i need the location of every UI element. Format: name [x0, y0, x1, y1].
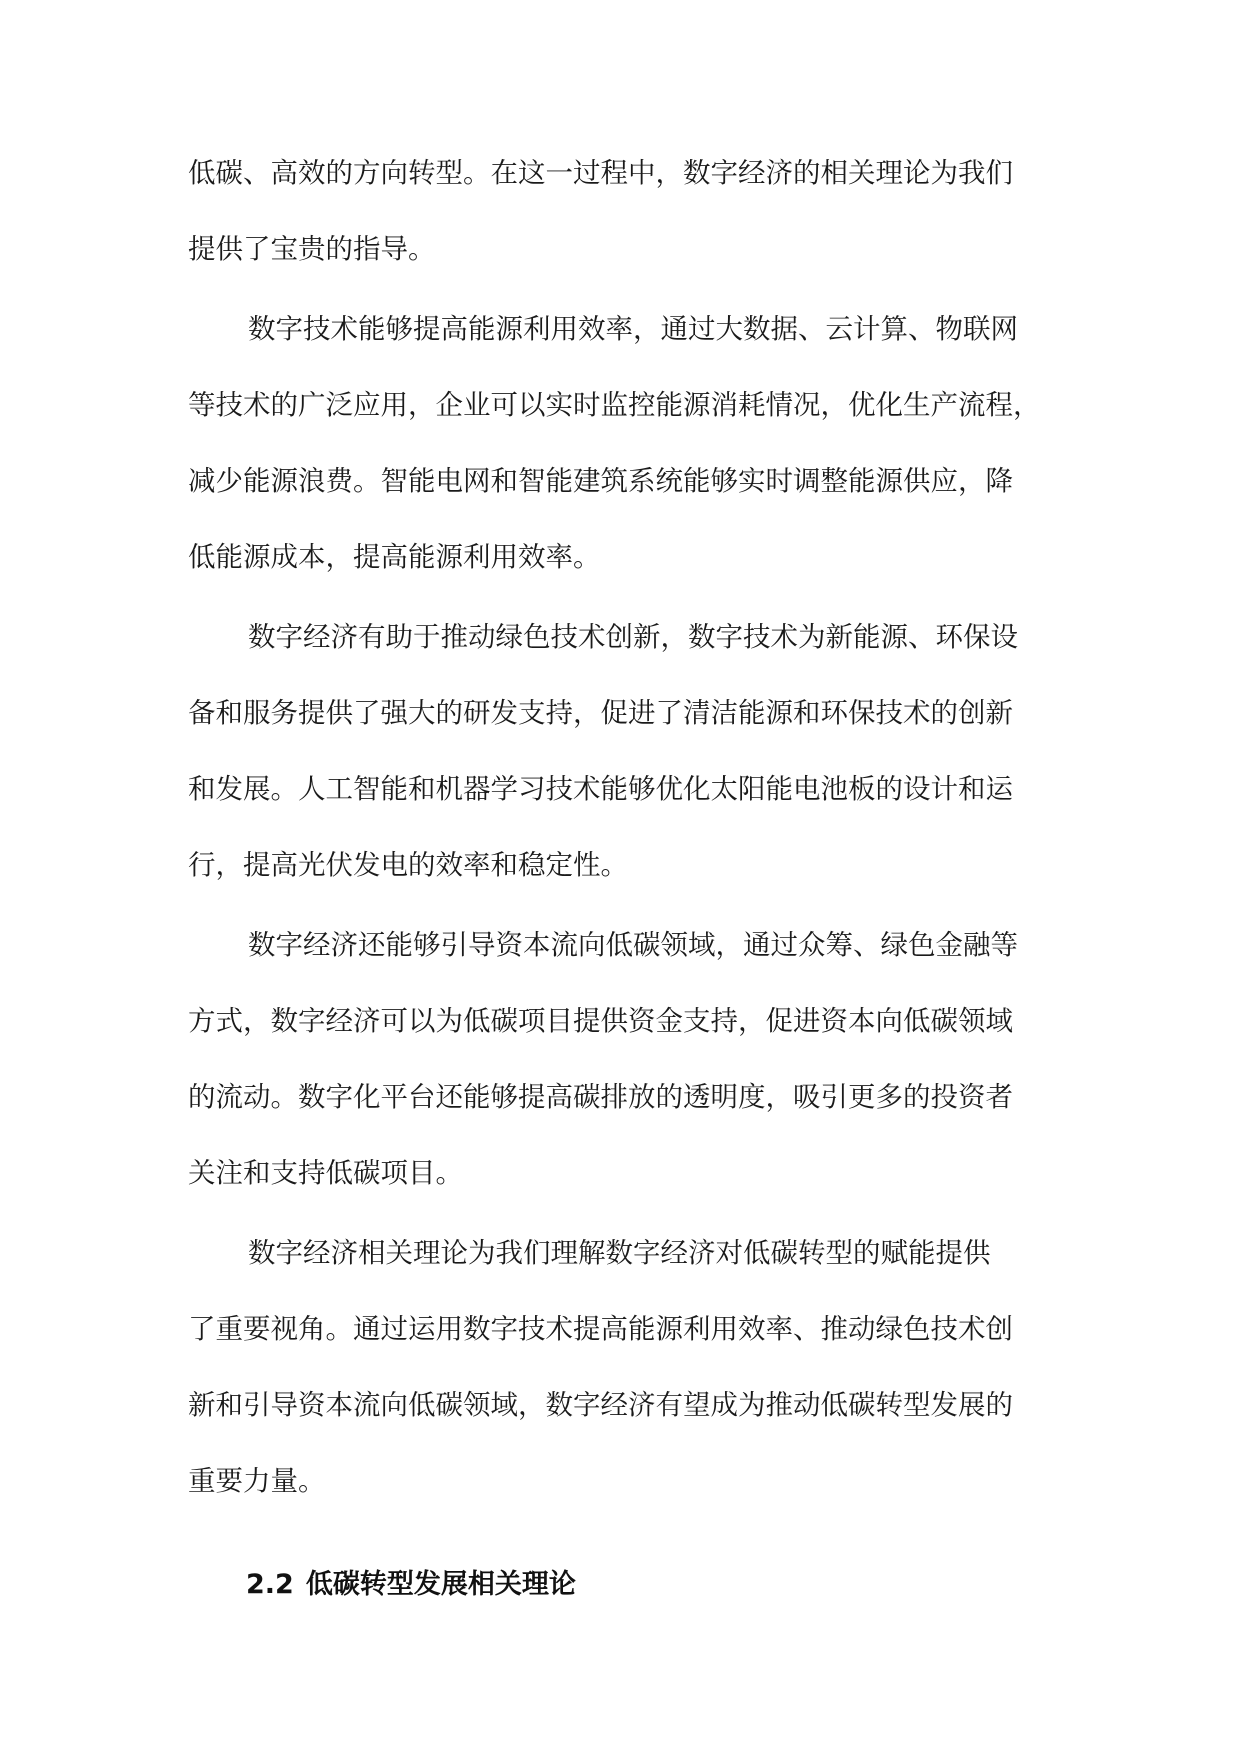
- text-line: 和发展。人工智能和机器学习技术能够优化太阳能电池板的设计和运: [188, 773, 1013, 805]
- body-text: [188, 140, 1068, 1528]
- text-line: 新和引导资本流向低碳领域，数字经济有望成为推动低碳转型发展的: [188, 1389, 1013, 1421]
- paragraph-green-innovation: [188, 604, 1068, 908]
- text-line: 关注和支持低碳项目。: [188, 1157, 463, 1189]
- text-line: 备和服务提供了强大的研发支持，促进了清洁能源和环保技术的创新: [188, 697, 1013, 729]
- text-line: 行，提高光伏发电的效率和稳定性。: [188, 849, 628, 881]
- text-line: 了重要视角。通过运用数字技术提高能源利用效率、推动绿色技术创: [188, 1313, 1013, 1345]
- text-line: 数字经济相关理论为我们理解数字经济对低碳转型的赋能提供: [248, 1237, 991, 1269]
- text-line: 数字经济有助于推动绿色技术创新，数字技术为新能源、环保设: [248, 621, 1018, 653]
- text-line: 的流动。数字化平台还能够提高碳排放的透明度，吸引更多的投资者: [188, 1081, 1013, 1113]
- paragraph-continuation: [188, 140, 1068, 292]
- section-number: 2.2: [246, 1569, 294, 1600]
- text-line: 低能源成本，提高能源利用效率。: [188, 541, 601, 573]
- paragraph-energy-efficiency: [188, 296, 1068, 600]
- paragraph-capital-flow: [188, 912, 1068, 1216]
- text-line: 数字经济还能够引导资本流向低碳领域，通过众筹、绿色金融等: [248, 929, 1018, 961]
- section-heading: [246, 1568, 576, 1602]
- text-line: 等技术的广泛应用，企业可以实时监控能源消耗情况，优化生产流程，: [188, 389, 1041, 421]
- text-line: 提供了宝贵的指导。: [188, 233, 436, 265]
- section-title: 低碳转型发展相关理论: [305, 1569, 576, 1600]
- text-line: 减少能源浪费。智能电网和智能建筑系统能够实时调整能源供应，降: [188, 465, 1013, 497]
- text-line: 数字技术能够提高能源利用效率，通过大数据、云计算、物联网: [248, 313, 1018, 345]
- text-line: 方式，数字经济可以为低碳项目提供资金支持，促进资本向低碳领域: [188, 1005, 1013, 1037]
- text-line: 重要力量。: [188, 1465, 326, 1497]
- text-line: 低碳、高效的方向转型。在这一过程中，数字经济的相关理论为我们: [188, 157, 1013, 189]
- paragraph-summary: [188, 1220, 1068, 1524]
